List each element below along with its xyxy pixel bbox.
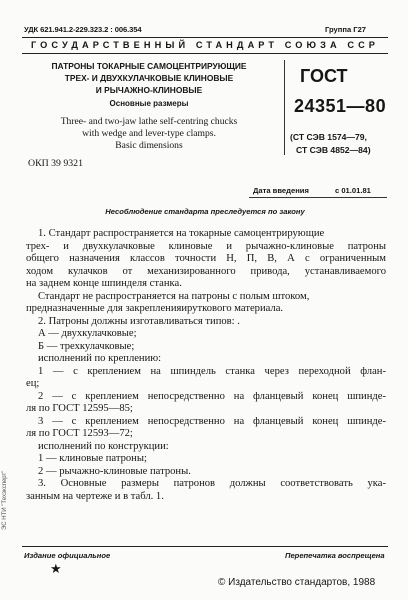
header-rule-bottom [22, 53, 388, 54]
body-line-15: ля по ГОСТ 12595—85; [26, 403, 133, 414]
body-line-17: ля по ГОСТ 12593—72; [26, 428, 133, 439]
body-line-13: ец; [26, 378, 40, 389]
title-en-line-1: Three- and two-jaw lathe self-centring chucks [60, 116, 238, 127]
body-line-10: Б — трехкулачковые; [38, 340, 135, 352]
body-line-4: ходом кулачков от механизированного привода, устанавливаемого [26, 265, 386, 277]
body-line-20: 2 — рычажно-клиновые патроны. [38, 465, 191, 477]
side-stamp: ЭС НТИ "Техэксперт" [2, 470, 8, 530]
body-line-16: 3 — с креплением непосредственно на фланцевый конец шпинде- [38, 415, 386, 427]
title-separator [284, 60, 285, 155]
body-line-1: 1. Стандарт распространяется на токарные самоцентрирующие [38, 228, 325, 239]
footer-rule [22, 546, 388, 547]
body-line-3: общего назначения классов точности Н, П, В, А с ограниченным [26, 253, 386, 264]
effective-date-value: с 01.01.81 [335, 186, 371, 195]
official-edition-label: Издание официальное [24, 551, 111, 560]
group-code: Группа Г27 [325, 25, 367, 34]
okp-code: ОКП 39 9321 [28, 158, 83, 169]
copyright-line: © Издательство стандартов, 1988 [218, 577, 376, 588]
reprint-prohibited-label: Перепечатка воспрещена [285, 551, 385, 560]
star-icon: ★ [50, 561, 62, 576]
body-line-12: 1 — с креплением на шпиндель станка через переходной флан- [38, 365, 386, 377]
body-line-8: 2. Патроны должны изготавливаться типов: . [38, 315, 240, 327]
header-rule-top [22, 37, 388, 38]
date-underline [249, 197, 387, 198]
effective-date-label: Дата введения [253, 186, 309, 195]
body-line-2: трех- и двухкулачковые клиновые и рычажно-клиновые патроны [26, 240, 386, 252]
title-en-line-3: Basic dimensions [115, 140, 183, 151]
body-line-5: на заднем конце шпинделя станка. [26, 278, 182, 289]
gost-label: ГОСТ [300, 66, 348, 86]
title-ru-line-1: ПАТРОНЫ ТОКАРНЫЕ САМОЦЕНТРИРУЮЩИЕ [51, 61, 247, 71]
body-line-21: 3. Основные размеры патронов должны соответствовать ука- [38, 478, 386, 489]
body-line-19: 1 — клиновые патроны; [38, 453, 147, 464]
title-en-line-2: with wedge and lever-type clamps. [82, 128, 216, 139]
state-standard-banner: ГОСУДАРСТВЕННЫЙ СТАНДАРТ СОЮЗА ССР [30, 40, 380, 50]
body-line-14: 2 — с креплением непосредственно на фланцевый конец шпинде- [38, 390, 386, 402]
body-line-9: А — двухкулачковые; [38, 328, 137, 339]
title-ru-line-3: И РЫЧАЖНО-КЛИНОВЫЕ [95, 85, 203, 95]
body-line-11: исполнений по креплению: [38, 353, 162, 364]
title-ru-subtitle: Основные размеры [109, 99, 189, 108]
compliance-notice: Несоблюдение стандарта преследуется по закону [105, 207, 305, 216]
title-ru-line-2: ТРЕХ- И ДВУХКУЛАЧКОВЫЕ КЛИНОВЫЕ [64, 73, 234, 83]
cev-reference-2: СТ СЭВ 4852—84) [296, 145, 371, 155]
body-line-22: занным на чертеже и в табл. 1. [26, 490, 164, 502]
gost-number: 24351—80 [294, 96, 387, 116]
body-line-18: исполнений по конструкции: [38, 440, 169, 452]
cev-reference-1: (СТ СЭВ 1574—79, [290, 132, 367, 142]
body-line-6: Стандарт не распространяется на патроны с полым штоком, [38, 290, 310, 302]
udk-code: УДК 621.941.2-229.323.2 : 006.354 [24, 25, 142, 34]
body-line-7: предназначенные для закрепленияируткового материала. [26, 303, 284, 314]
